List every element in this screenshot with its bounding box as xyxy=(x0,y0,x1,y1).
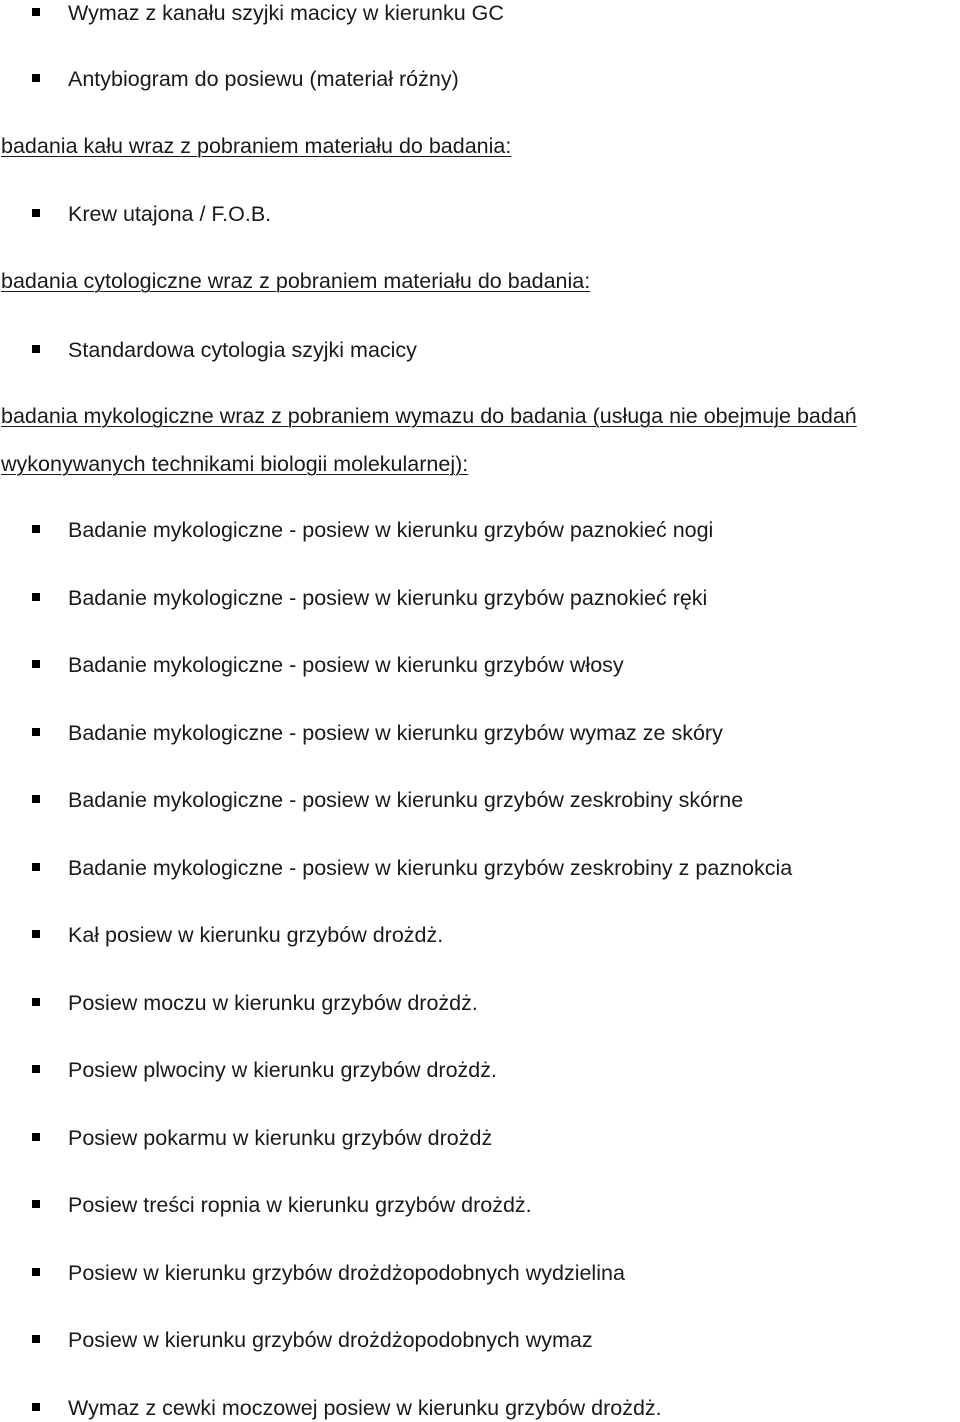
list-item-text: Standardowa cytologia szyjki macicy xyxy=(68,338,417,362)
square-bullet-icon xyxy=(32,1065,40,1073)
list-item-text: Badanie mykologiczne - posiew w kierunku grzybów zeskrobiny z paznokcia xyxy=(68,856,793,880)
square-bullet-icon xyxy=(32,1268,40,1276)
square-bullet-icon xyxy=(32,1133,40,1141)
square-bullet-icon xyxy=(32,1403,40,1411)
list-item-text: Badanie mykologiczne - posiew w kierunku grzybów włosy xyxy=(68,653,624,677)
square-bullet-icon xyxy=(32,1200,40,1208)
list-item-text: Antybiogram do posiewu (materiał różny) xyxy=(68,67,459,91)
list-item-text: Posiew w kierunku grzybów drożdżopodobnych wymaz xyxy=(68,1328,593,1352)
list-item-text: Posiew treści ropnia w kierunku grzybów drożdż. xyxy=(68,1193,532,1217)
square-bullet-icon xyxy=(32,74,40,82)
square-bullet-icon xyxy=(32,863,40,871)
square-bullet-icon xyxy=(32,728,40,736)
section-heading: badania kału wraz z pobraniem materiału do badania: xyxy=(1,134,512,158)
list-item-text: Posiew pokarmu w kierunku grzybów drożdż xyxy=(68,1126,493,1150)
square-bullet-icon xyxy=(32,525,40,533)
list-item-text: Posiew plwociny w kierunku grzybów drożdż. xyxy=(68,1058,497,1082)
square-bullet-icon xyxy=(32,345,40,353)
list-item-text: Wymaz z cewki moczowej posiew w kierunku grzybów drożdż. xyxy=(68,1396,662,1420)
list-item-text: Krew utajona / F.O.B. xyxy=(68,202,272,226)
list-item-text: Badanie mykologiczne - posiew w kierunku grzybów paznokieć ręki xyxy=(68,586,708,610)
square-bullet-icon xyxy=(32,930,40,938)
square-bullet-icon xyxy=(32,8,40,16)
list-item-text: Badanie mykologiczne - posiew w kierunku grzybów wymaz ze skóry xyxy=(68,721,723,745)
square-bullet-icon xyxy=(32,593,40,601)
square-bullet-icon xyxy=(32,660,40,668)
list-item-text: Posiew moczu w kierunku grzybów drożdż. xyxy=(68,991,478,1015)
list-item-text: Kał posiew w kierunku grzybów drożdż. xyxy=(68,923,444,947)
section-heading: badania cytologiczne wraz z pobraniem materiału do badania: xyxy=(1,269,591,293)
section-heading: badania mykologiczne wraz z pobraniem wymazu do badania (usługa nie obejmuje badań wykonywanych technikami biologii molekularnej): xyxy=(1,404,857,476)
list-item-text: Wymaz z kanału szyjki macicy w kierunku GC xyxy=(68,1,504,25)
list-item-text: Badanie mykologiczne - posiew w kierunku grzybów paznokieć nogi xyxy=(68,518,714,542)
square-bullet-icon xyxy=(32,1335,40,1343)
list-item-text: Badanie mykologiczne - posiew w kierunku grzybów zeskrobiny skórne xyxy=(68,788,744,812)
list-item-text: Posiew w kierunku grzybów drożdżopodobnych wydzielina xyxy=(68,1261,625,1285)
square-bullet-icon xyxy=(32,209,40,217)
square-bullet-icon xyxy=(32,795,40,803)
square-bullet-icon xyxy=(32,998,40,1006)
